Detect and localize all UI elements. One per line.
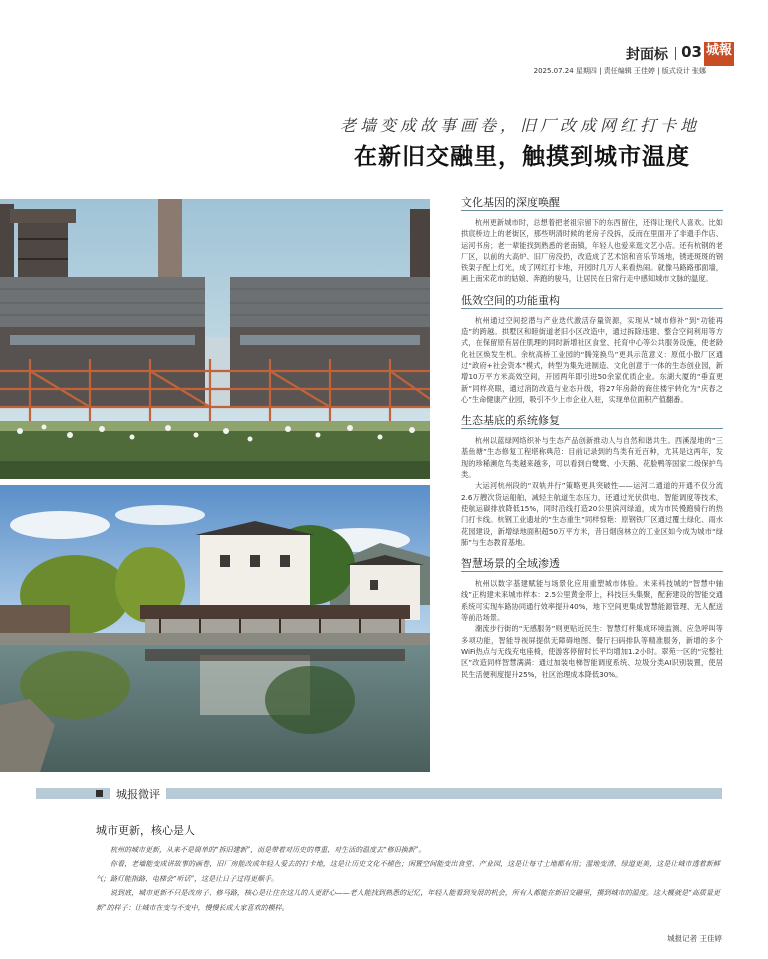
- section-paragraph: 杭州通过空间挖潜与产业迭代激活存量资源，实现从“城市修补”到“功能再造”的跨越。拱墅区和睦街道老旧小区改造中，通过拆除违建、整合空间利用等方式，在保留原有居住肌理的同时新增社区食堂、托育中心等公共服务设施，使老龄化社区焕发生机。余杭高桥工业园的“腾笼换鸟”更具示范意义：原低小散厂区通过“政府+社会资本”模式，转型为集先进制造、文化创意于一体的生态创业园，新增10万平方米高效空间，开园两年即引进50余家优质企业。东湖大厦的“垂直更新”同样亮眼，通过消防改造与业态升级，将27年房龄的商住楼宇转化为“庆春之心”生命健康产业园，吸引不少上市企业入驻，实现单位面积产值翻番。: [461, 315, 723, 404]
- section-paragraph: 大运河杭州段的“双轨并行”策略更具突破性——运河二通道的开通不仅分流2.6万艘次货运船舶，减轻主航道生态压力，还通过光伏供电、智能调度等技术，使航运碳排放降低15%，同时沿线打造20公里滨河绿道，成为市民慢跑骑行的热门打卡线。杭钢工业遗址的“生态重生”同样惊艳：原钢铁厂区通过覆土绿化、雨水花园建设，新增绿地面积超50万平方米，昔日烟囱林立的工业区如今成为城市“绿肺”与生态教育基地。: [461, 481, 723, 547]
- photo-industrial-park: [0, 199, 430, 479]
- section-rule: [461, 571, 723, 572]
- section-space: [461, 294, 723, 405]
- section-smart: [461, 557, 723, 680]
- masthead-divider: [675, 47, 676, 60]
- section-rule: [461, 210, 723, 211]
- section-name: 封面标: [626, 47, 668, 63]
- section-heading: 文化基因的深度唤醒: [461, 196, 560, 209]
- commentary-author: 城报记者 王佳婷: [667, 934, 722, 943]
- section-paragraph: 潮流步行街的“无感服务”则更贴近民生：智慧灯杆集成环境监测、应急呼叫等多项功能，智能导视屏提供无障碍地图、餐厅扫码排队等精准服务，新增的多个WiFi热点与无线充电座椅，使游客停留时长平均增加1.2小时。翠苑一区的“完整社区”改造同样智慧满满：通过加装电梯智能调度系统、垃圾分类AI识别装置，使居民生活便利度提升25%，社区治理成本降低30%。: [461, 624, 723, 679]
- section-paragraph: 杭州更新城市时，总想着把老祖宗留下的东西留住，还得让现代人喜欢。比如拱宸桥边上的老街区，那些明清时候的老房子没拆，反而在里面开了非遗手作店、运河书房；老一辈能找到熟悉的老南镇，年轻人也爱来逛文艺小店。还有杭钢的老厂区，以前的大高炉、旧厂房没扔，改造成了艺术馆和音乐节场地，锈迹斑斑的钢铁架子配上灯光，成了网红打卡地，开园时几万人来看热闹。就像马路路那面墙，画上南宋花市的姑娘、奔跑的骏马，让居民在日常行走中感知城市文脉的温度。: [461, 218, 723, 284]
- photo-water-town: [0, 485, 430, 772]
- commentary-body: [96, 843, 720, 915]
- section-rule: [461, 308, 723, 309]
- commentary-paragraph: 说到底，城市更新不只是改房子、修马路，核心是让住在这儿的人更舒心——老人能找到熟悉的记忆，年轻人能看到发展的机会，所有人都能在新旧交融里，摸到城市的温度。这大概就是“高质量更新”的样子：让城市在变与不变中，慢慢长成大家喜欢的模样。: [96, 889, 720, 912]
- commentary-square-icon: [96, 790, 103, 797]
- section-paragraph: 杭州以数字基建赋能与场景化应用重塑城市体验。未来科技城的“智慧中轴线”正构建未来城市样本：2.5公里黄金带上，科技巨头集聚，配套建设的智能交通系统可实现车路协同通行效率提升40%，地下空间更集成智慧能源管理、无人配送等前沿场景。: [461, 579, 723, 623]
- issue-meta: 2025.07.24 星期四 | 责任编辑 王佳婷 | 版式设计 张娜: [533, 67, 706, 75]
- section-paragraph: 杭州以蓝绿网络织补与生态产品创新推动人与自然和谐共生。西溪湿地的“三基鱼塘”生态修复工程堪称典范：目前记录到的鸟类有近百种，尤其是这两年，发现的珍稀濒危鸟类越来越多，可以看到白鹭鹭、小天鹅、花脸鸭等国家二级保护鸟类。: [461, 436, 723, 480]
- section-heading: 生态基底的系统修复: [461, 414, 560, 428]
- section-rule: [461, 428, 723, 429]
- commentary-label: 城报微评: [110, 786, 166, 802]
- commentary-paragraph: 你看，老墙能变成讲故事的画卷，旧厂房能改成年轻人爱去的打卡地，这是让历史文化不褪色；闲置空间能变出食堂、产业园，这是让每寸土地都有用；湿地变清、绿道更美，这是让城市透着新鲜气；路灯能指路、电梯会“听话”，这是让日子过得更顺手。: [96, 860, 720, 883]
- newspaper-logo-sub: METRO: [706, 60, 732, 66]
- main-headline: 在新旧交融里，触摸到城市温度: [354, 143, 690, 170]
- section-heading: 智慧场景的全域渗透: [461, 557, 560, 571]
- kicker-headline: 老墙变成故事画卷，旧厂改成网红打卡地: [339, 116, 700, 135]
- section-ecology: [461, 414, 723, 548]
- page-number: 03: [681, 43, 702, 61]
- commentary-title: 城市更新，核心是人: [96, 824, 195, 837]
- article-column: [461, 196, 723, 680]
- section-cultural: [461, 196, 723, 285]
- section-heading: 低效空间的功能重构: [461, 293, 560, 307]
- commentary-paragraph: 杭州的城市更新，从来不是简单的“拆旧建新”，而是带着对历史的尊重、对生活的温度去“修旧换新”。: [110, 846, 426, 854]
- newspaper-logo: 城報: [704, 42, 734, 66]
